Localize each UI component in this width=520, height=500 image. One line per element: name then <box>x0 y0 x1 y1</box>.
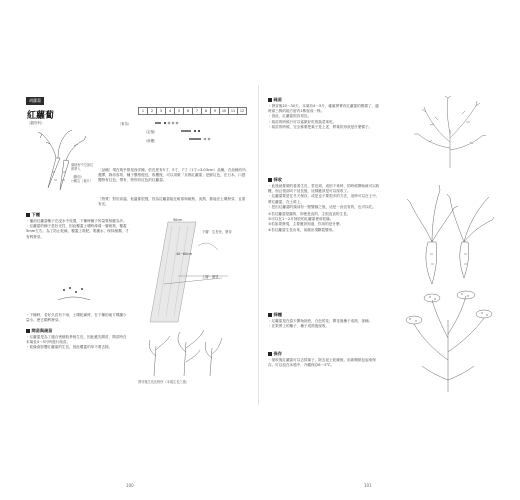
seed-sowing-sketch <box>56 280 92 306</box>
calendar-row-label: （定植） <box>144 130 158 134</box>
category-badge: 胡蘿蔔 <box>26 97 44 105</box>
bullet-square <box>268 178 272 182</box>
cultivation-calendar <box>138 107 247 115</box>
thinning-text: ・紅蘿蔔是為了適合密植較爭相生長，因此應先間苗，間苗時在本葉長4～5片時進行疏苗。 ・乾燥會影響紅蘿蔔的生長，因此覆蓋的草不要去除。 <box>26 335 127 350</box>
calendar-row-label: （收穫） <box>144 139 158 143</box>
book-gutter <box>258 85 259 405</box>
seedling-caption: 發芽後生長比較快（本葉生長之後） <box>138 380 189 384</box>
month-cell: 8 <box>202 108 211 115</box>
feature-text: ［特質］對於高溫、低溫都很強，因為紅蘿蔔能在耐寒與耐熱，炎熱，都能在土壤發芽，且需有光。 <box>98 197 246 207</box>
month-cell: 5 <box>175 108 184 115</box>
layer-note-2: 上層：發芽 <box>202 275 219 279</box>
month-cell: 2 <box>148 108 157 115</box>
month-cell: 4 <box>166 108 175 115</box>
month-cell: 1 <box>139 108 148 115</box>
seedling-sketch <box>144 326 224 378</box>
page-number-right: 101 <box>364 483 372 488</box>
harvest-notes: ①若紅蘿蔔是圓的，即使是直的，主根直直的生長。 ②可以在1～2月採收的紅蘿蔔使用乾燥。 ③若如果發現，主要應該知道，你用的是什麼。 ④若紅蘿蔔生長出來，前端出現斷裂變形。 <box>268 212 351 232</box>
bullet-square <box>26 329 30 333</box>
section-heading-seed: 採種 <box>268 312 380 318</box>
illustration-caption-1: 葉柄有中空部位 即將入 <box>71 163 94 172</box>
layer-note-1: 下層：生長快、發芽 <box>202 230 232 234</box>
bullet-square <box>26 213 30 217</box>
thinning-text-2: ・發芽後20～30天，本葉有4～5片，確確實實有紅蘿蔔的模樣了，適時兩三株的地方留有1株留成一株。 ・因此，紅蘿蔔很容易長。 ・疏苗的時候只可以當做好吃的蔬菜來吃。 ・疏苗的時候，完全都要把葉子是上述，將葉的形狀是什麼樣子。 <box>268 104 379 129</box>
left-page <box>26 90 248 488</box>
bed-width-label: 90cm <box>173 218 183 222</box>
variety-text: ［品種］現在幾乎都是西洋種，依長度有5寸、5寸、7寸（1寸=3.03cm）品種，在品種有所選擇，栽培容易，種子價格便宜，收穫後，可以用做「京都紅蘿蔔」是鮮紅色，在日本，口感獨特有紅色，帶有，特別有紅色的紅蘿蔔。 <box>98 168 246 183</box>
right-page <box>268 90 498 488</box>
section-heading-thinning: 間苗與疏苗 <box>26 328 130 334</box>
harvest-text: ・此後就要做的看著生長，莖長到，成形下來時，的時候開始就可以收穫，而且根部向下延長後，這樣應該是可以採收了。 ・紅蘿蔔要是在冬天保存，或是也不要很多的方法，這時可以在土中，將紅蘿蔔，在土堆上。 ・挖出紅蘿蔔的頭部有一點變綠之後，這是一直沒有的，也可以吃。 <box>268 184 380 209</box>
bullet-square <box>268 352 272 356</box>
family-label: （繖形科） <box>27 121 45 125</box>
page-title: 紅蘿蔔 <box>27 111 55 121</box>
sowing-text: ・播前紅蘿蔔種子在浸水中放置，下種時種子的量要相應為多。 ・紅蘿蔔的種子是好光性，因此覆蓋土壤時薄薄一層就夠，覆蓋5mm左右。為了防止乾燥，覆蓋上堆肥。要灑水，保持濕潤，才有利發芽。 <box>26 219 129 239</box>
month-cell: 10 <box>220 108 229 115</box>
section-heading-sowing: 下種 <box>26 212 130 218</box>
section-heading-storage: 保存 <box>268 351 380 357</box>
month-cell: 7 <box>193 108 202 115</box>
carrot-illustration <box>28 128 88 194</box>
seed-text: ・紅蘿蔔是在春天開始抽苔，白色的花，開花後種子成熟，採種。 ・在果實上的種子，種子成熟後採收。 <box>268 319 373 329</box>
harvested-carrots-sketch <box>406 182 494 286</box>
page-number-left: 100 <box>126 483 134 488</box>
section-heading-thinning-2: 疏苗 <box>268 97 380 103</box>
carrot-leaves-sketch <box>410 94 490 170</box>
month-cell: 6 <box>184 108 193 115</box>
bullet-square <box>268 313 272 317</box>
calendar-row-label: （育苗） <box>118 122 132 126</box>
flowering-plant-sketch <box>402 290 496 394</box>
calendar-bars <box>131 119 231 141</box>
month-cell: 9 <box>211 108 220 115</box>
storage-text: ・採收後紅蘿蔔可以去掉葉子，除去泥土乾燥後，用新聞紙包起來保存。可以放在冰箱中，冷藏保存6～5℃。 <box>268 358 376 368</box>
sowing-text-2: ・下種時，若好久沒有下雨，土壤乾燥時，在下種的地方噴灑少量水，使它順利發芽。 <box>26 313 127 323</box>
row-spacing-label: 40~60cm <box>176 252 193 256</box>
bullet-square <box>268 98 272 102</box>
month-cell: 3 <box>157 108 166 115</box>
section-heading-harvest: 採收 <box>268 177 380 183</box>
month-cell: 11 <box>229 108 238 115</box>
illustration-caption-2: （斷面） ○嫩尖（葉片） <box>71 175 93 184</box>
month-cell: 12 <box>238 108 247 115</box>
